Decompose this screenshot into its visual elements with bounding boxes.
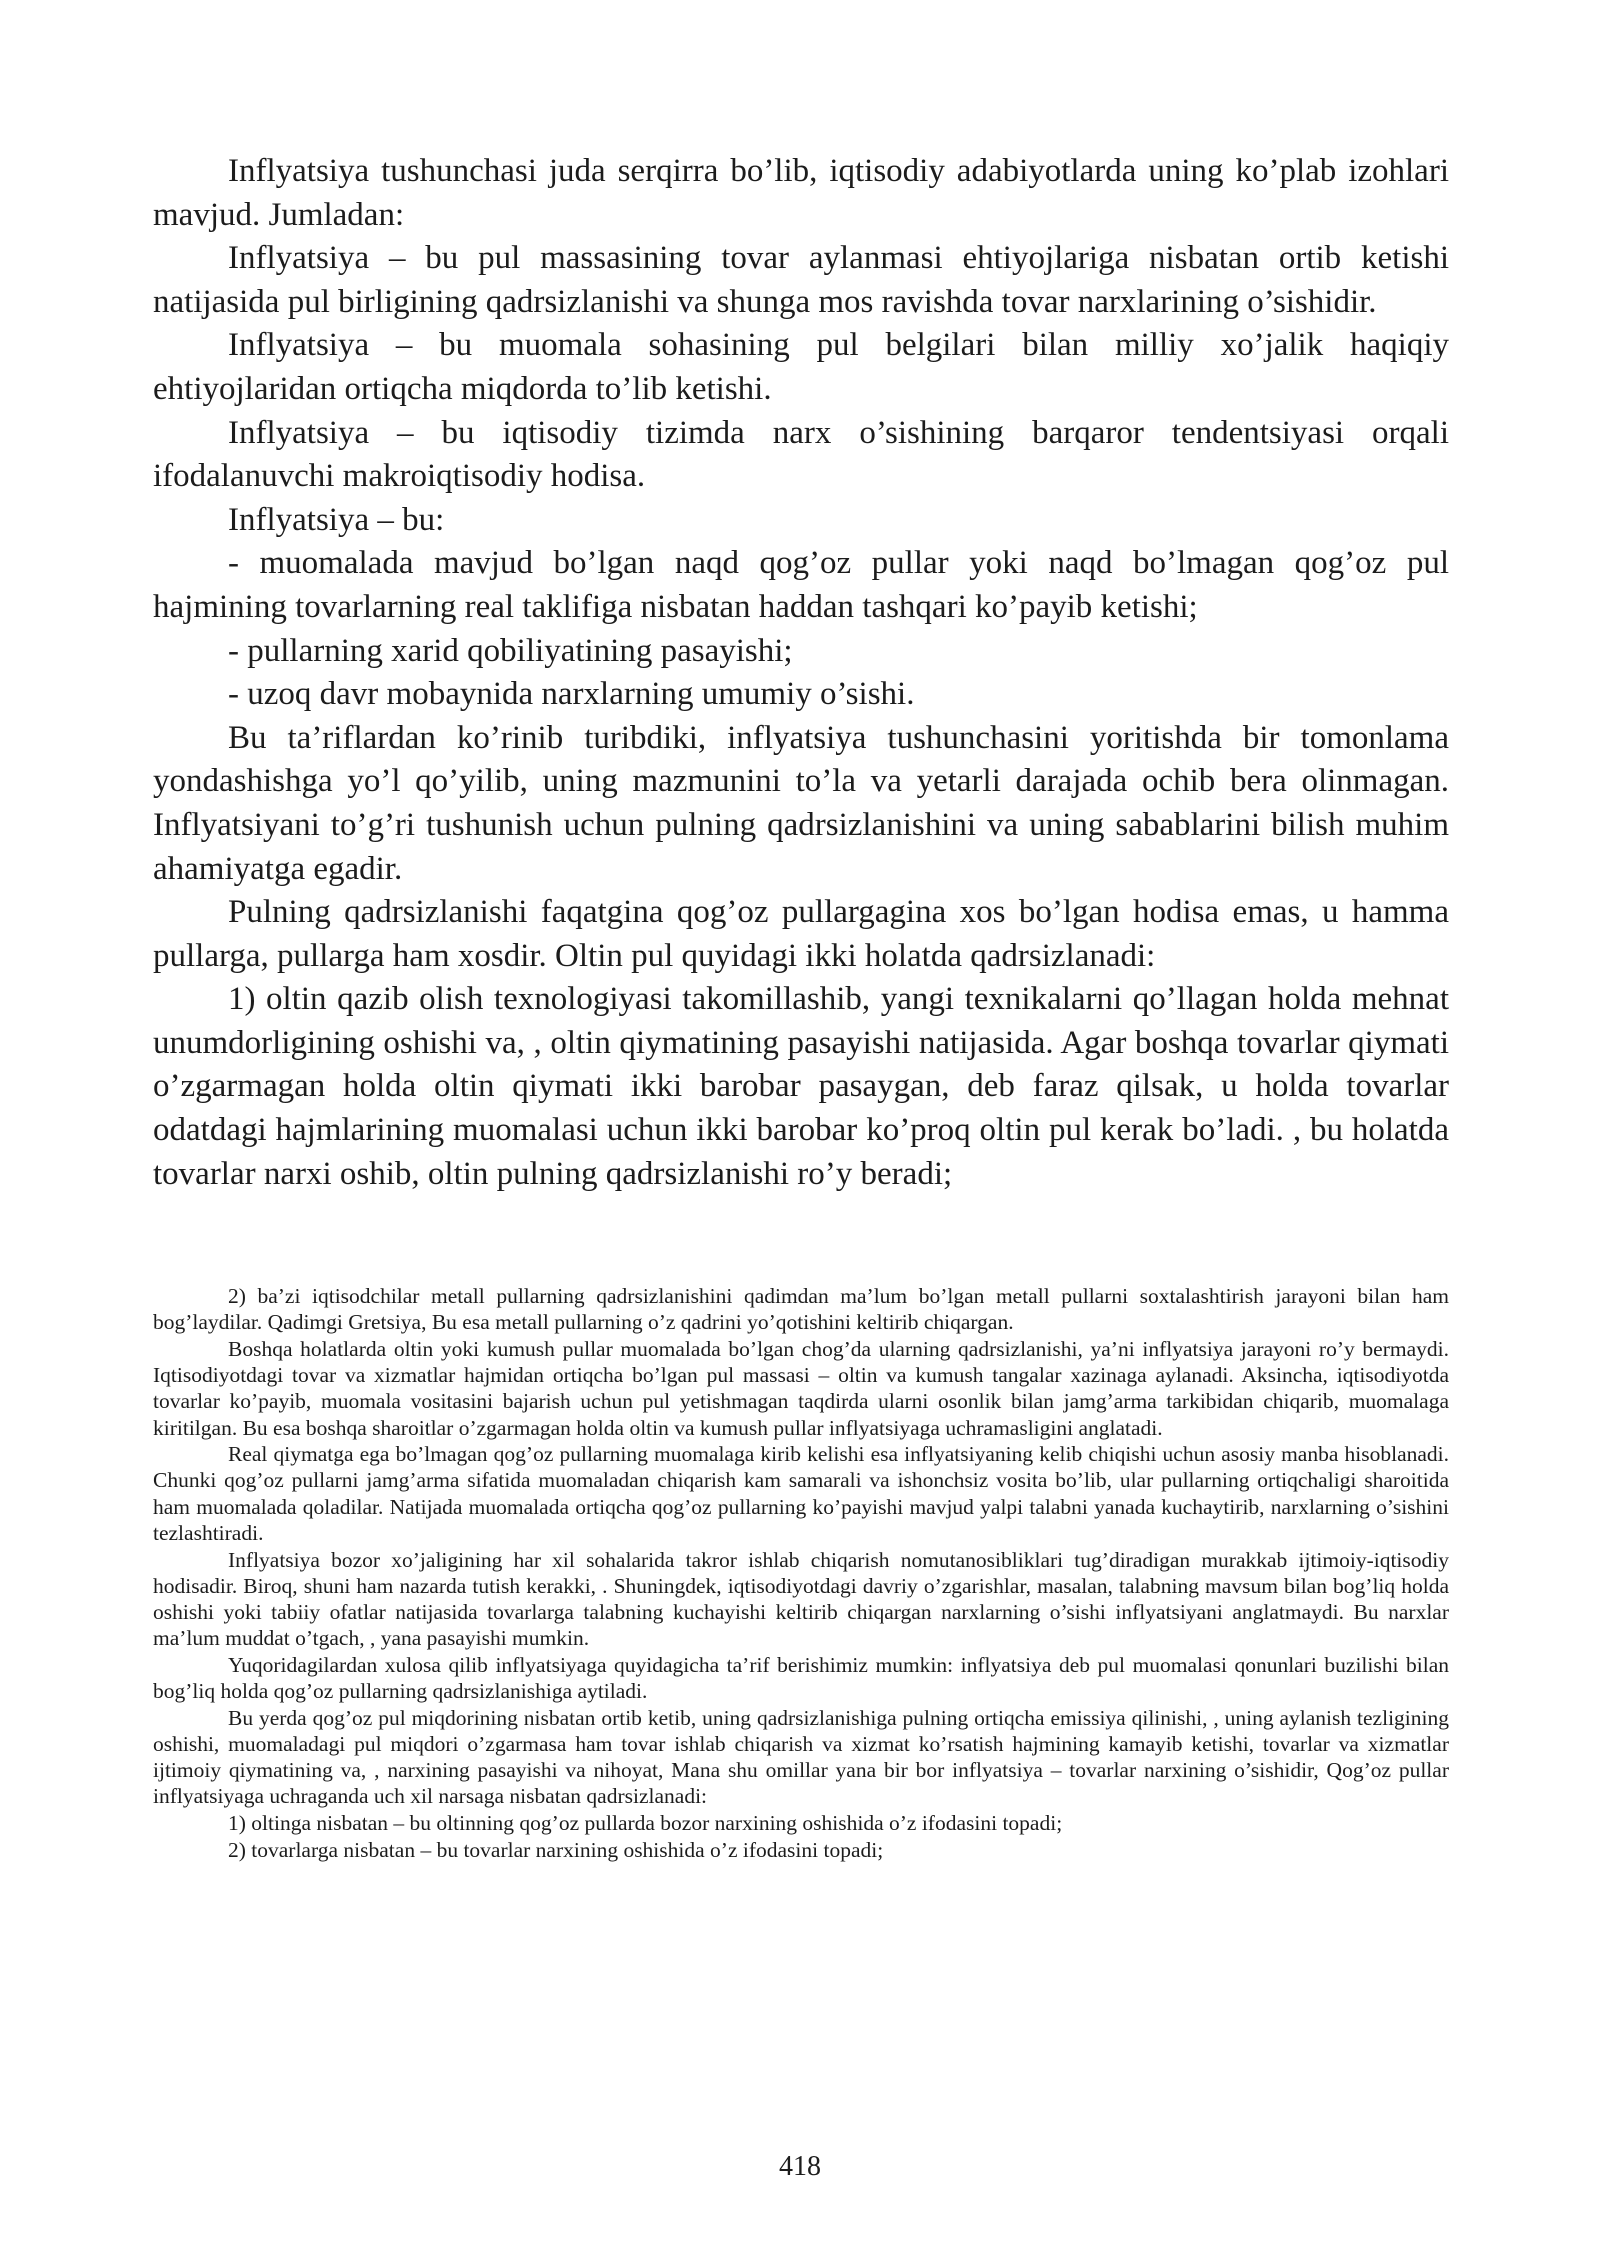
paragraph: Pulning qadrsizlanishi faqatgina qog’oz pullargagina xos bo’lgan hodisa emas, u hamma pullarga, pullarga ham xosdir. Oltin pul quyidagi ikki holatda qadrsizlanadi:: [153, 894, 1449, 974]
paragraph: Inflyatsiya – bu iqtisodiy tizimda narx o’sishining barqaror tendentsiyasi orqali ifodalanuvchi makroiqtisodiy hodisa.: [153, 414, 1449, 495]
paragraph: Boshqa holatlarda oltin yoki kumush pullar muomalada bo’lgan chog’da ularning qadrsizlanishi, ya’ni inflyatsiya jarayoni ro’y bermaydi. Iqtisodiyotdagi tovar va xizmatlar hajmidan ortiqcha bo’lgan pul massasi – oltin va kumush tangalar xazinaga aylanadi. Aksincha, iqtisodiyotda tovarlar ko’payib, muomala vositasini bajarish uchun pul yetishmagan taqdirda ularni osonlik bilan jamg’arma tarkibidan chiqarib, muomalaga kiritilgan. Bu esa boshqa sharoitlar o’zgarmagan holda oltin va kumush pullar inflyatsiyaga uchramasligini anglatadi.: [153, 1336, 1449, 1440]
paragraph: Yuqoridagilardan xulosa qilib inflyatsiyaga quyidagicha ta’rif berishimiz mumkin: inflyatsiya deb pul muomalasi qonunlari buzilishi bilan bog’liq holda qog’oz pullarning qadrsizlanishiga aytiladi.: [153, 1652, 1449, 1704]
list-item: - muomalada mavjud bo’lgan naqd qog’oz pullar yoki naqd bo’lmagan qog’oz pul hajmining tovarlarning real taklifiga nisbatan haddan tashqari ko’payib ketishi;: [153, 545, 1449, 625]
paragraph: Inflyatsiya tushunchasi juda serqirra bo’lib, iqtisodiy adabiyotlarda uning ko’plab izohlari mavjud. Jumladan:: [153, 153, 1449, 233]
page-number: 418: [779, 2151, 821, 2182]
paragraph: 2) ba’zi iqtisodchilar metall pullarning qadrsizlanishini qadimdan ma’lum bo’lgan metall pullarni soxtalashtirish jarayoni bilan ham bog’laydilar. Qadimgi Gretsiya, Bu esa metall pullarning o’z qadrini yo’qotishini keltirib chiqargan.: [153, 1284, 1449, 1335]
paragraph: Real qiymatga ega bo’lmagan qog’oz pullarning muomalaga kirib kelishi esa inflyatsiyaning kelib chiqishi uchun asosiy manba hisoblanadi. Chunki qog’oz pullarni jamg’arma sifatida muomaladan chiqarish kam samarali va ishonchsiz vosita bo’lib, ular pullarning ortiqchaligi sharoitida ham muomalada qoladilar. Natijada muomalada ortiqcha qog’oz pullarning ko’payishi mavjud yalpi talabni yanada kuchaytirib, narxlarning o’sishini tezlashtiradi.: [153, 1442, 1449, 1545]
small-text-block: [153, 1283, 1449, 1863]
list-item: - uzoq davr mobaynida narxlarning umumiy o’sishi.: [228, 676, 915, 713]
main-text-block: [153, 150, 1449, 1196]
paragraph: Bu ta’riflardan ko’rinib turibdiki, inflyatsiya tushunchasini yoritishda bir tomonlama yondashishga yo’l qo’yilib, uning mazmunini to’la va yetarli darajada ochib bera olinmagan. Inflyatsiyani to’g’ri tushunish uchun pulning qadrsizlanishini va uning sabablarini bilish muhim ahamiyatga egadir.: [153, 719, 1449, 887]
list-item: 1) oltinga nisbatan – bu oltinning qog’oz pullarda bozor narxining oshishida o’z ifodasini topadi;: [228, 1811, 1063, 1836]
paragraph: Inflyatsiya – bu muomala sohasining pul belgilari bilan milliy xo’jalik haqiqiy ehtiyojlaridan ortiqcha miqdorda to’lib ketishi.: [153, 327, 1449, 407]
paragraph: Inflyatsiya – bu:: [228, 501, 445, 538]
list-item: - pullarning xarid qobiliyatining pasayishi;: [228, 632, 793, 669]
list-item: 2) tovarlarga nisbatan – bu tovarlar narxining oshishida o’z ifodasini topadi;: [228, 1837, 884, 1862]
paragraph: Bu yerda qog’oz pul miqdorining nisbatan ortib ketib, uning qadrsizlanishiga pulning ortiqcha emissiya qilinishi, , uning aylanish tezligining oshishi, muomaladagi pul miqdori o’zgarmasa ham tovar ishlab chiqarish va xizmat ko’rsatish hajmining kamayib ketishi, tovarlar va xizmatlar ijtimoiy qiymatining va, , narxining pasayishi va nihoyat, Mana shu omillar yana bir bor inflyatsiya – tovarlar narxining o’sishidir, Qog’oz pullar inflyatsiyaga uchraganda uch xil narsaga nisbatan qadrsizlanadi:: [153, 1705, 1449, 1809]
paragraph: 1) oltin qazib olish texnologiyasi takomillashib, yangi texnikalarni qo’llagan holda mehnat unumdorligining oshishi va, , oltin qiymatining pasayishi natijasida. Agar boshqa tovarlar qiymati o’zgarmagan holda oltin qiymati ikki barobar pasaygan, deb faraz qilsak, u holda tovarlar odatdagi hajmlarining muomalasi uchun ikki barobar ko’proq oltin pul kerak bo’ladi. , bu holatda tovarlar narxi oshib, oltin pulning qadrsizlanishi ro’y beradi;: [153, 981, 1449, 1192]
paragraph: Inflyatsiya bozor xo’jaligining har xil sohalarida takror ishlab chiqarish nomutanosibliklari tug’diradigan murakkab ijtimoiy-iqtisodiy hodisadir. Biroq, shuni ham nazarda tutish kerakki, . Shuningdek, iqtisodiyotdagi davriy o’zgarishlar, masalan, talabning mavsum bilan bog’liq holda oshishi yoki tabiiy ofatlar natijasida tovarlarga talabning kuchayishi keltirib chiqargan narxlarning o’sishi inflyatsiyani anglatmaydi. Bu narxlar ma’lum muddat o’tgach, , yana pasayishi mumkin.: [153, 1547, 1449, 1651]
paragraph: Inflyatsiya – bu pul massasining tovar aylanmasi ehtiyojlariga nisbatan ortib ketishi natijasida pul birligining qadrsizlanishi va shunga mos ravishda tovar narxlarining o’sishidir.: [153, 240, 1449, 320]
